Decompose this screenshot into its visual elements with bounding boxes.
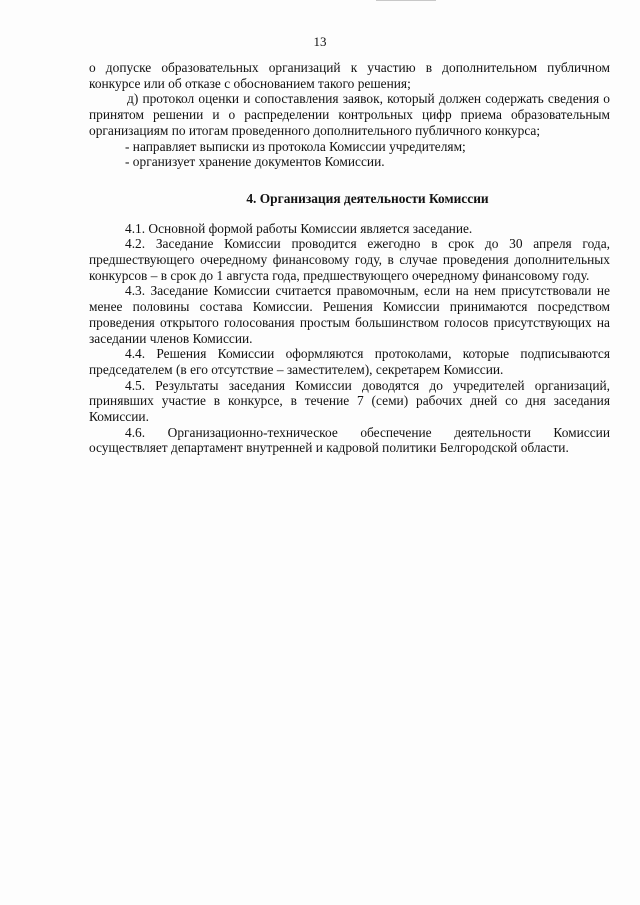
paragraph-item-d: д) протокол оценки и сопоставления заявок, который должен содержать сведения о принятом решении и о распределении контрольных цифр приема образовательным организациям по итогам проведенного дополнительного публичного конкурса; — [89, 91, 610, 138]
section-heading: 4. Организация деятельности Комиссии — [246, 190, 489, 206]
paragraph-continuation: о допуске образовательных организаций к участию в дополнительном публичном конкурсе или об отказе с обоснованием такого решения; — [89, 60, 610, 91]
clause-4-6: 4.6. Организационно-техническое обеспечение деятельности Комиссии осуществляет департамент внутренней и кадровой политики Белгородской области. — [89, 424, 610, 456]
clause-4-2: 4.2. Заседание Комиссии проводится ежегодно в срок до 30 апреля года, предшествующего очередному финансовому году, в случае проведения дополнительных конкурсов – в срок до 1 августа года, предшествующего очередному финансовому году. — [89, 236, 610, 283]
clause-4-4: 4.4. Решения Комиссии оформляются протоколами, которые подписываются председателем (в его отсутствие – заместителем), секретарем Комиссии. — [89, 346, 610, 377]
clause-4-5: 4.5. Результаты заседания Комиссии доводятся до учредителей организаций, принявших участие в конкурсе, в течение 7 (семи) рабочих дней со дня заседания Комиссии. — [89, 377, 610, 425]
page-body — [89, 60, 610, 456]
page-number: 13 — [313, 34, 327, 49]
list-item-extracts: - направляет выписки из протокола Комиссии учредителям; — [125, 138, 466, 154]
list-item-storage: - организует хранение документов Комиссии. — [125, 154, 385, 170]
clause-4-3: 4.3. Заседание Комиссии считается правомочным, если на нем присутствовали не менее половины состава Комиссии. Решения Комиссии принимаются посредством проведения открытого голосования простым большинством голосов присутствующих на заседании членов Комиссии. — [89, 283, 610, 346]
clause-4-1: 4.1. Основной формой работы Комиссии является заседание. — [125, 220, 473, 236]
scan-edge-line — [376, 0, 436, 1]
